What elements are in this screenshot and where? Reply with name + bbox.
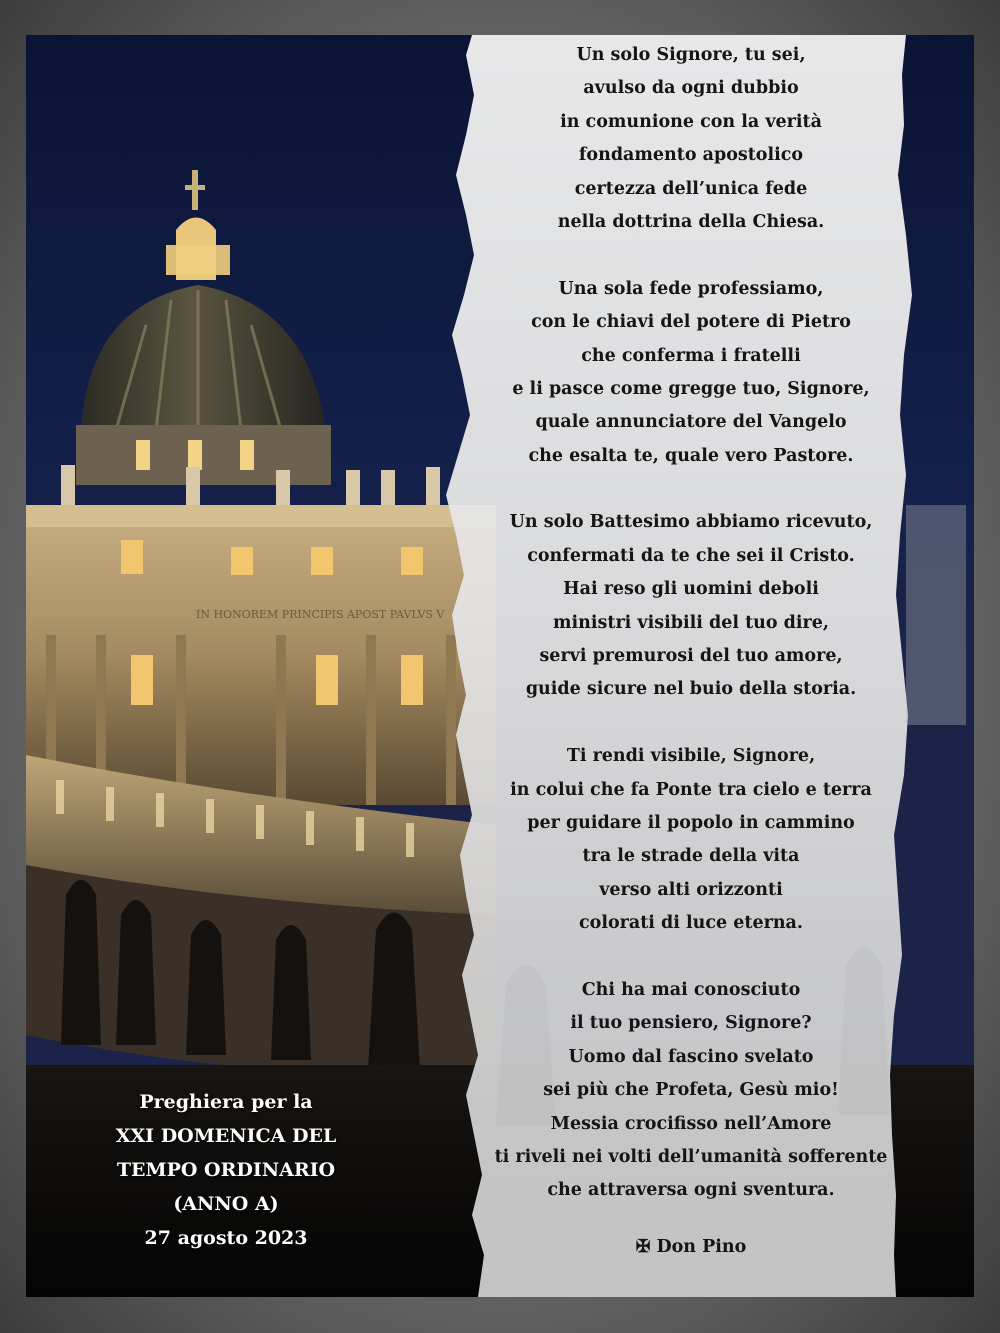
poem-line: Un solo Battesimo abbiamo ricevuto, — [509, 512, 873, 533]
poem-text — [456, 39, 926, 1241]
poem-line: ti riveli nei volti dell’umanità sofferente — [494, 1146, 888, 1167]
poem-line: Messia crocifisso nell’Amore — [550, 1113, 832, 1134]
poem-line: Una sola fede professiamo, — [558, 278, 824, 299]
poem-line: fondamento apostolico — [578, 145, 804, 166]
poem-line: in colui che fa Ponte tra cielo e terra — [510, 779, 872, 800]
poem-stanza — [456, 740, 926, 940]
poem-stanza — [456, 974, 926, 1208]
prayer-caption — [66, 1085, 386, 1255]
poem-line: sei più che Profeta, Gesù mio! — [543, 1080, 839, 1101]
poem-line: guide sicure nel buio della storia. — [525, 679, 857, 700]
poem-line: con le chiavi del potere di Pietro — [531, 312, 851, 333]
svg-text:IN HONOREM PRINCIPIS APOST PAV: IN HONOREM PRINCIPIS APOST PAVLVS V — [196, 608, 445, 621]
poem-stanza — [456, 273, 926, 473]
poem-line: Hai reso gli uomini deboli — [563, 579, 819, 600]
poem-line: avulso da ogni dubbio — [583, 78, 799, 99]
poem-line: nella dottrina della Chiesa. — [557, 211, 825, 232]
poem-line: il tuo pensiero, Signore? — [570, 1013, 812, 1034]
poem-line: che esalta te, quale vero Pastore. — [528, 445, 854, 466]
caption-line: 27 agosto 2023 — [144, 1227, 308, 1249]
poem-line: Ti rendi visibile, Signore, — [566, 746, 816, 767]
poem-line: servi premurosi del tuo amore, — [539, 646, 843, 667]
poem-line: confermati da te che sei il Cristo. — [527, 545, 855, 566]
poem-line: che attraversa ogni sventura. — [547, 1180, 835, 1201]
signature: ✠ Don Pino — [635, 1237, 747, 1257]
poem-line: colorati di luce eterna. — [579, 913, 803, 934]
poem-line: Chi ha mai conosciuto — [581, 979, 801, 1000]
poem-stanza — [456, 506, 926, 706]
poem-line: verso alti orizzonti — [599, 879, 783, 900]
caption-line: Preghiera per la — [139, 1091, 313, 1113]
caption-line: XXI DOMENICA DEL — [115, 1125, 337, 1147]
poster — [26, 35, 974, 1297]
poem-line: certezza dell’unica fede — [574, 178, 808, 199]
poem-line: Un solo Signore, tu sei, — [576, 45, 806, 65]
poem-line: in comunione con la verità — [560, 111, 822, 132]
poem-line: Uomo dal fascino svelato — [568, 1046, 814, 1067]
caption-line: (ANNO A) — [173, 1193, 279, 1215]
poem-line: quale annunciatore del Vangelo — [535, 412, 847, 433]
caption-line: TEMPO ORDINARIO — [116, 1159, 336, 1181]
poem-line: ministri visibili del tuo dire, — [552, 612, 830, 633]
poem-line: e li pasce come gregge tuo, Signore, — [512, 378, 870, 399]
poem-line: tra le strade della vita — [582, 846, 800, 867]
poem-line: per guidare il popolo in cammino — [527, 812, 855, 833]
poem-line: che conferma i fratelli — [581, 345, 801, 366]
poem-stanza — [456, 39, 926, 239]
